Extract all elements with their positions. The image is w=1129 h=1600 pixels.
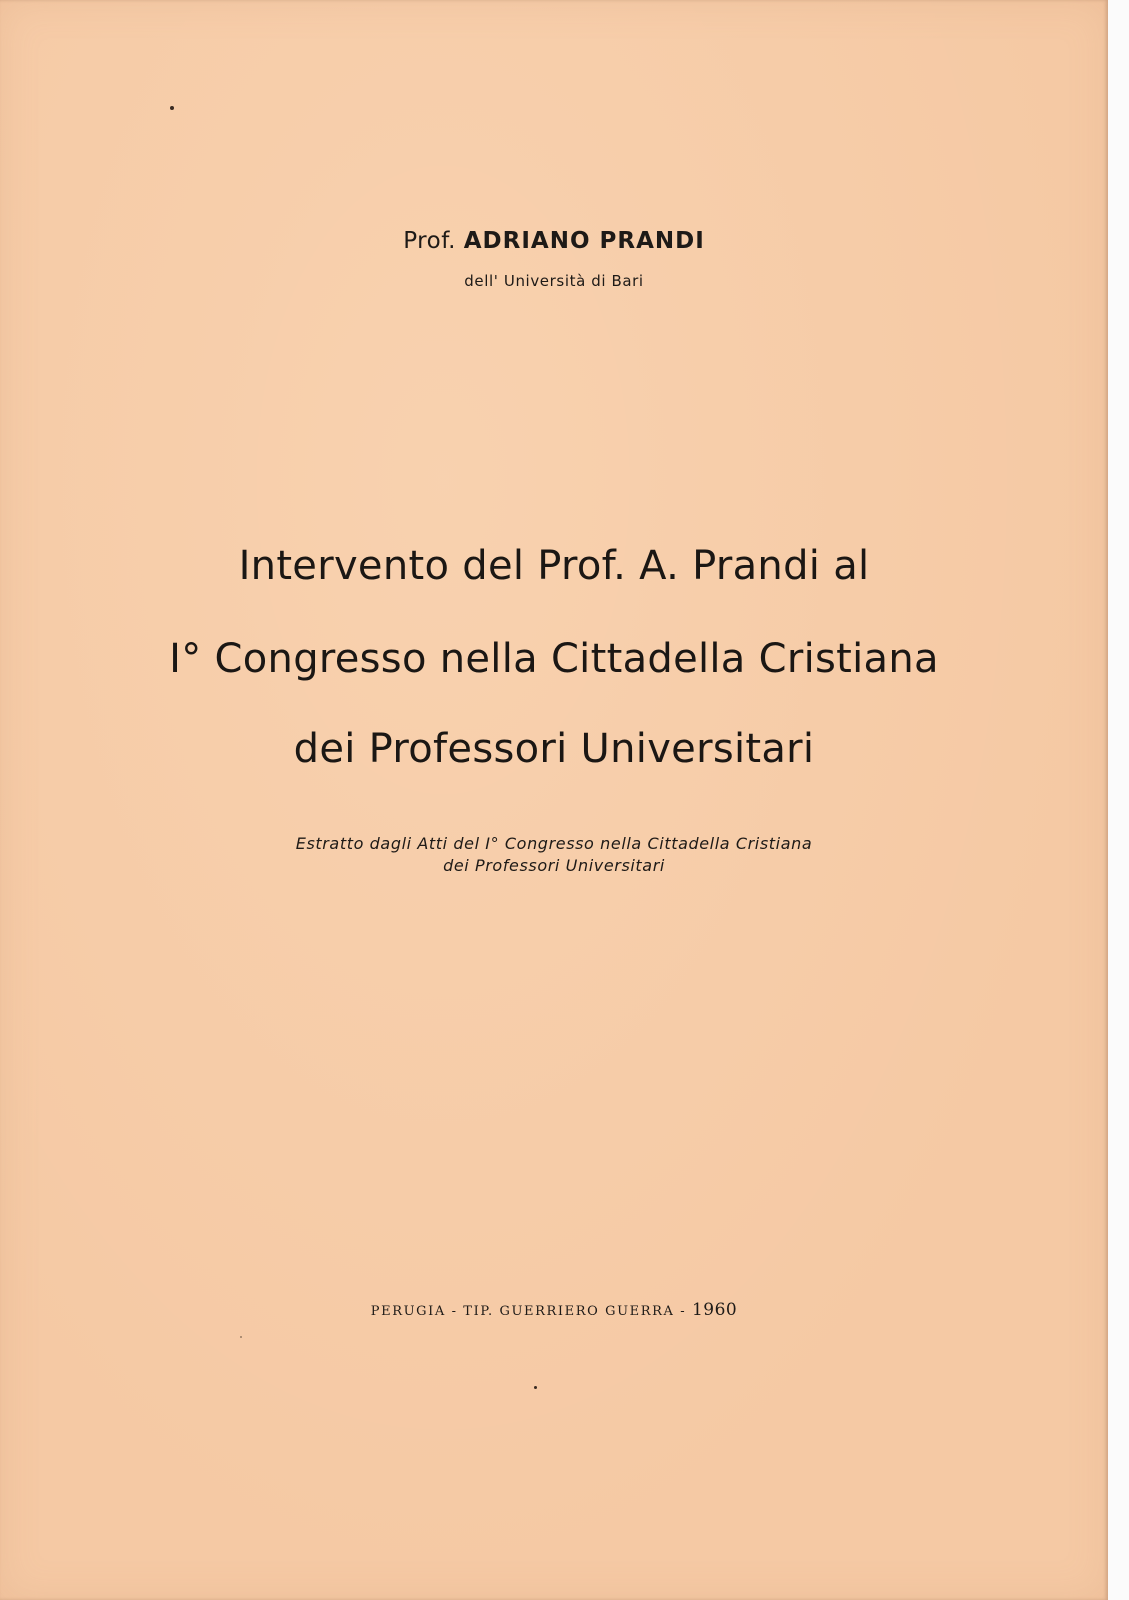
author-line (0, 228, 1108, 254)
author-prefix: Prof. (403, 228, 456, 254)
scan-background-edge (1108, 0, 1129, 1600)
imprint-text: PERUGIA - TIP. GUERRIERO GUERRA - (370, 1304, 687, 1319)
author-name: ADRIANO PRANDI (463, 228, 705, 254)
imprint-year: 1960 (691, 1300, 738, 1320)
author-affiliation: dell' Università di Bari (464, 272, 644, 290)
paper-speck (170, 106, 174, 110)
paper-speck (534, 1386, 537, 1389)
title-line-2: I° Congresso nella Cittadella Cristiana (169, 636, 939, 682)
title-line-1: Intervento del Prof. A. Prandi al (238, 543, 870, 589)
imprint-line (0, 1300, 1108, 1320)
paper-speck (240, 1336, 242, 1338)
subtitle-line-1: Estratto dagli Atti del I° Congresso nella Cittadella Cristiana (295, 834, 813, 853)
subtitle-line-2: dei Professori Universitari (443, 856, 665, 875)
title-line-3: dei Professori Universitari (293, 726, 815, 772)
